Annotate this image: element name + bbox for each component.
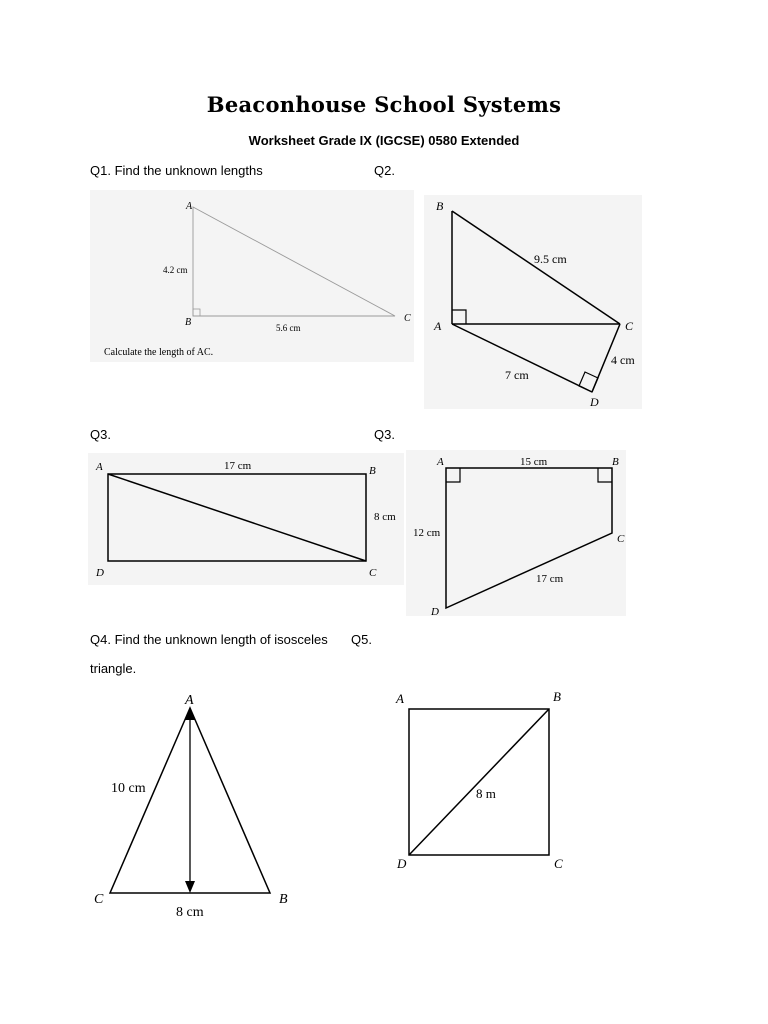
- side-label-ab: 15 cm: [520, 456, 548, 468]
- vertex-label-b: B: [279, 892, 288, 907]
- vertex-label-d: D: [397, 856, 407, 871]
- vertex-label-a: A: [396, 691, 404, 706]
- question-3a-label: Q3.: [90, 427, 111, 442]
- page-title: Beaconhouse School Systems: [206, 92, 562, 117]
- arrow-head-top: [185, 708, 195, 720]
- figure-background: [88, 453, 404, 585]
- question-3b-label: Q3.: [374, 427, 395, 442]
- side-label-ab: 17 cm: [224, 460, 252, 472]
- question-2-label: Q2.: [374, 163, 395, 178]
- vertex-label-a: A: [186, 201, 193, 212]
- side-label-cb: 8 cm: [176, 905, 204, 920]
- side-label-bc: 9.5 cm: [534, 252, 567, 266]
- vertex-label-c: C: [94, 892, 104, 907]
- vertex-label-c: C: [404, 313, 411, 324]
- vertex-label-c: C: [625, 319, 634, 333]
- vertex-label-b: B: [612, 456, 619, 468]
- instruction-text: Calculate the length of AC.: [104, 347, 214, 358]
- vertex-label-c: C: [617, 533, 625, 545]
- side-label-cd: 17 cm: [536, 573, 564, 585]
- diagonal-label: 8 m: [476, 786, 496, 801]
- vertex-label-a: A: [96, 461, 103, 473]
- side-label-ad: 12 cm: [413, 527, 441, 539]
- figure-q6-square: [390, 684, 580, 874]
- figure-q2-quadrilateral: [424, 195, 642, 409]
- question-4-label: Q4. Find the unknown length of isosceles: [90, 632, 328, 647]
- figure-q3-rectangle: [88, 453, 404, 585]
- side-label-bc: 5.6 cm: [276, 323, 301, 333]
- question-5-label: Q5.: [351, 632, 372, 647]
- vertex-label-b: B: [185, 317, 192, 328]
- figure-background: [424, 195, 642, 409]
- diagonal-bd: [409, 709, 549, 855]
- vertex-label-d: D: [431, 606, 439, 616]
- figure-q1-right-triangle: [90, 190, 414, 362]
- question-1-label: Q1. Find the unknown lengths: [90, 163, 263, 178]
- side-label-cd: 4 cm: [611, 353, 635, 367]
- question-4-label-continued: triangle.: [90, 661, 137, 676]
- vertex-label-b: B: [436, 199, 444, 213]
- arrow-head-bottom: [185, 881, 195, 893]
- vertex-label-a: A: [437, 456, 444, 468]
- side-label-ab: 4.2 cm: [163, 265, 188, 275]
- vertex-label-c: C: [554, 856, 563, 871]
- vertex-label-b: B: [369, 465, 376, 477]
- side-label-bc: 8 cm: [374, 511, 396, 523]
- vertex-label-d: D: [590, 395, 599, 409]
- vertex-label-a: A: [185, 693, 194, 708]
- figure-q4-trapezium: [406, 450, 626, 616]
- vertex-label-d: D: [96, 567, 104, 579]
- side-label-ac: 10 cm: [111, 781, 146, 796]
- vertex-label-b: B: [553, 689, 561, 704]
- vertex-label-a: A: [434, 319, 442, 333]
- page-subtitle: Worksheet Grade IX (IGCSE) 0580 Extended: [248, 133, 520, 148]
- side-label-ad: 7 cm: [505, 368, 529, 382]
- vertex-label-c: C: [369, 567, 377, 579]
- figure-q5-isosceles-triangle: [88, 688, 298, 924]
- figure-background: [90, 190, 414, 362]
